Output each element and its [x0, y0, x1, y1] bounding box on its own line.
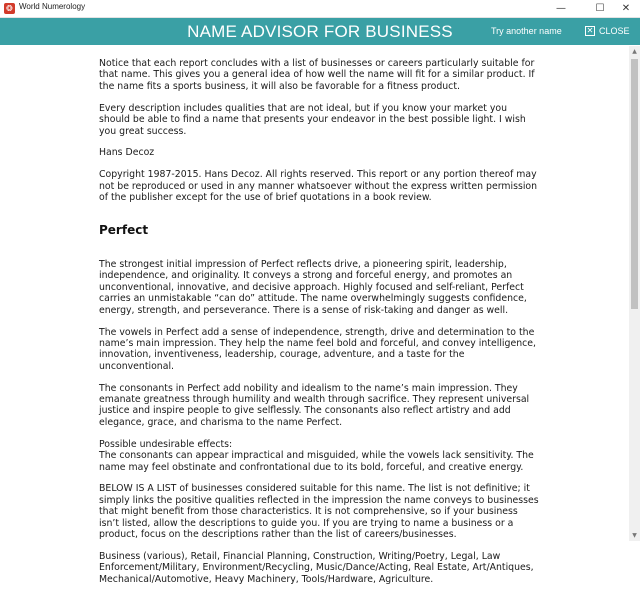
scrollbar-thumb[interactable]	[631, 59, 638, 309]
report-text	[99, 58, 539, 596]
page-title: NAME ADVISOR FOR BUSINESS	[187, 22, 453, 41]
undesirable-heading: Possible undesirable effects:	[99, 438, 233, 450]
window-close-button[interactable]: ✕	[621, 3, 631, 14]
consonants-paragraph: The consonants in Perfect add nobility and idealism to the name’s main impression. They emanate greatness through humility and wealth through sacrifice. They represent universal justice and inspire people to give selflessly. The consonants also reflect artistry and add elegance, grace, and charisma to the name Perfect.	[99, 382, 530, 428]
vertical-scrollbar[interactable]	[629, 46, 640, 541]
try-another-name-link[interactable]: Try another name	[491, 26, 562, 36]
undesirable-text: The consonants can appear impractical and misguided, while the vowels lack sensitivity. The name may feel obstinate and confrontational due to its bold, forceful, and creative energy.	[99, 450, 534, 473]
intro-paragraph: Notice that each report concludes with a list of businesses or careers particularly suitable for that name. This gives you a general idea of how well the name will fit for a similar product. If the name fits a sports business, it will also be favorable for a fitness product.	[99, 58, 535, 92]
scroll-up-arrow-icon[interactable]: ▲	[632, 48, 637, 55]
intro-paragraph: Every description includes qualities that are not ideal, but if you know your market you should be able to find a name that presents your endeavor in the best possible light. I wish you great success.	[99, 102, 526, 137]
impression-paragraph: The strongest initial impression of Perfect reflects drive, a pioneering spirit, leadership, independence, and originality. It conveys a strong and forceful energy, and promotes an unconventional, innovative, and decisive approach. Highly focused and self-reliant, Perfect carries an unmistakable “can do” attitude. The name overwhelmingly suggests confidence, energy, strength, and perseverance. There is a sense of risk-taking and danger as well.	[99, 258, 527, 316]
minimize-button[interactable]: —	[556, 3, 566, 14]
app-logo-icon: ❂	[4, 3, 15, 14]
window-title: World Numerology	[19, 2, 86, 11]
header-bar	[0, 18, 640, 45]
business-list: Business (various), Retail, Financial Planning, Construction, Writing/Poetry, Legal, Law Enforcement/Military, Environment/Recycling, Music/Dance/Acting, Real Estate, Art/Antiques, Mechanical/Automotive, Heavy Machinery, Tools/Hardware, Agriculture.	[99, 551, 534, 585]
name-heading: Perfect	[99, 222, 149, 237]
report-scroll-area[interactable]	[0, 46, 629, 585]
scroll-down-arrow-icon[interactable]: ▼	[632, 532, 637, 539]
close-icon: ✕	[586, 25, 594, 35]
vowels-paragraph: The vowels in Perfect add a sense of independence, strength, drive and determination to the name’s main impression. They help the name feel bold and forceful, and convey intelligence, innovation, inventiveness, leadership, courage, adventure, and a taste for the unconventional.	[99, 326, 536, 372]
business-list-intro: BELOW IS A LIST of businesses considered suitable for this name. The list is not definitive; it simply links the positive qualities reflected in the impression the name conveys to businesses that might benefit from those characteristics. It is not comprehensive, so if your business isn’t listed, allow the descriptions to guide you. If you are trying to name a business or a product, focus on the descriptions rather than the list of careers/businesses.	[99, 483, 539, 541]
author-name: Hans Decoz	[99, 147, 155, 159]
copyright-text: Copyright 1987-2015. Hans Decoz. All rights reserved. This report or any portion thereof may not be reproduced or used in any manner whatsoever without the express written permission of the publisher except for the use of brief quotations in a book review.	[99, 169, 538, 204]
undesirable-effects	[99, 439, 539, 473]
maximize-button[interactable]: ☐	[595, 3, 605, 14]
window-titlebar	[0, 0, 640, 18]
close-advisor-button[interactable]	[585, 25, 630, 38]
close-label: CLOSE	[599, 26, 630, 36]
